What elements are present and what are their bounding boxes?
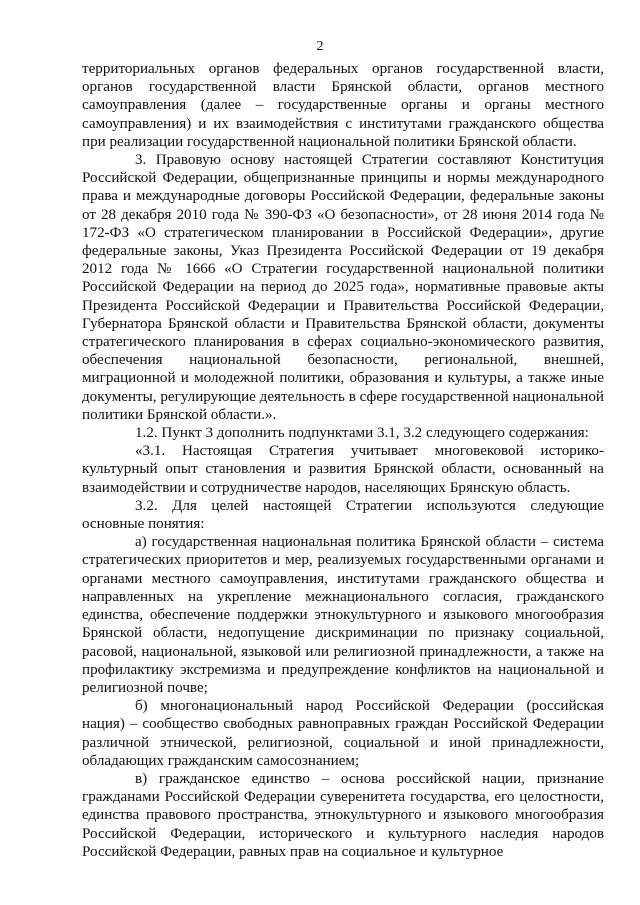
definition-a: а) государственная национальная политика Брянской области – система стратегических приоритетов и мер, реализуемых государственными органами и органами местного самоуправления, институтами гражданского общества и направленных на укрепление межнационального согласия, гражданского единства, обеспечение поддержки этнокультурного и языкового многообразия Брянской области, недопущение дискриминации по признаку социальной, расовой, национальной, языковой или религиозной принадлежности, а также на профилактику экстремизма и предупреждение конфликтов на национальной и религиозной почве;	[82, 534, 604, 696]
paragraph-legal-basis: 3. Правовую основу настоящей Стратегии составляют Конституция Российской Федерации, общепризнанные принципы и нормы международного права и международные договоры Российской Федерации, федеральные законы от 28 декабря 2010 года № 390-ФЗ «О безопасности», от 28 июня 2014 года № 172-ФЗ «О стратегическом планировании в Российской Федерации», другие федеральные законы, Указ Президента Российской Федерации от 19 декабря 2012 года № 1666 «О Стратегии государственной национальной политики Российской Федерации на период до 2025 года», нормативные правовые акты Президента Российской Федерации и Правительства Российской Федерации, Губернатора Брянской области и Правительства Брянской области, документы стратегического планирования в сферах социально-экономического развития, обеспечения национальной безопасности, региональной, внешней, миграционной и молодежной политики, образования и культуры, а также иные документы, регулирующие деятельность в сфере государственной национальной политики Брянской области.».	[82, 152, 604, 423]
paragraph-amendment-1-2: 1.2. Пункт 3 дополнить подпунктами 3.1, 3.2 следующего содержания:	[135, 425, 589, 442]
paragraph-3-2: 3.2. Для целей настоящей Стратегии используются следующие основные понятия:	[82, 497, 604, 533]
paragraph-3-1: «3.1. Настоящая Стратегия учитывает многовековой историко-культурный опыт становления и развития Брянской области, основанный на взаимодействии и сотрудничестве народов, населяющих Брянскую область.	[82, 443, 604, 496]
page-number: 2	[316, 39, 324, 54]
paragraph-continuation: территориальных органов федеральных органов государственной власти, органов государственной власти Брянской области, органов местного самоуправления (далее – государственные органы и органы местного самоуправления) и их взаимодействия с институтами гражданского общества при реализации государственной национальной политики Брянской области.	[82, 61, 604, 150]
definition-b: б) многонациональный народ Российской Федерации (российская нация) – сообщество свободных равноправных граждан Российской Федерации различной этнической, религиозной, социальной и иной принадлежности, обладающих гражданским самосознанием;	[82, 698, 604, 769]
document-body	[82, 60, 604, 861]
definition-v: в) гражданское единство – основа российской нации, признание гражданами Российской Федерации суверенитета государства, его целостности, единства правового пространства, этнокультурного и языкового многообразия Российской Федерации, исторического и культурного наследия народов Российской Федерации, равных прав на социальное и культурное	[82, 770, 604, 860]
